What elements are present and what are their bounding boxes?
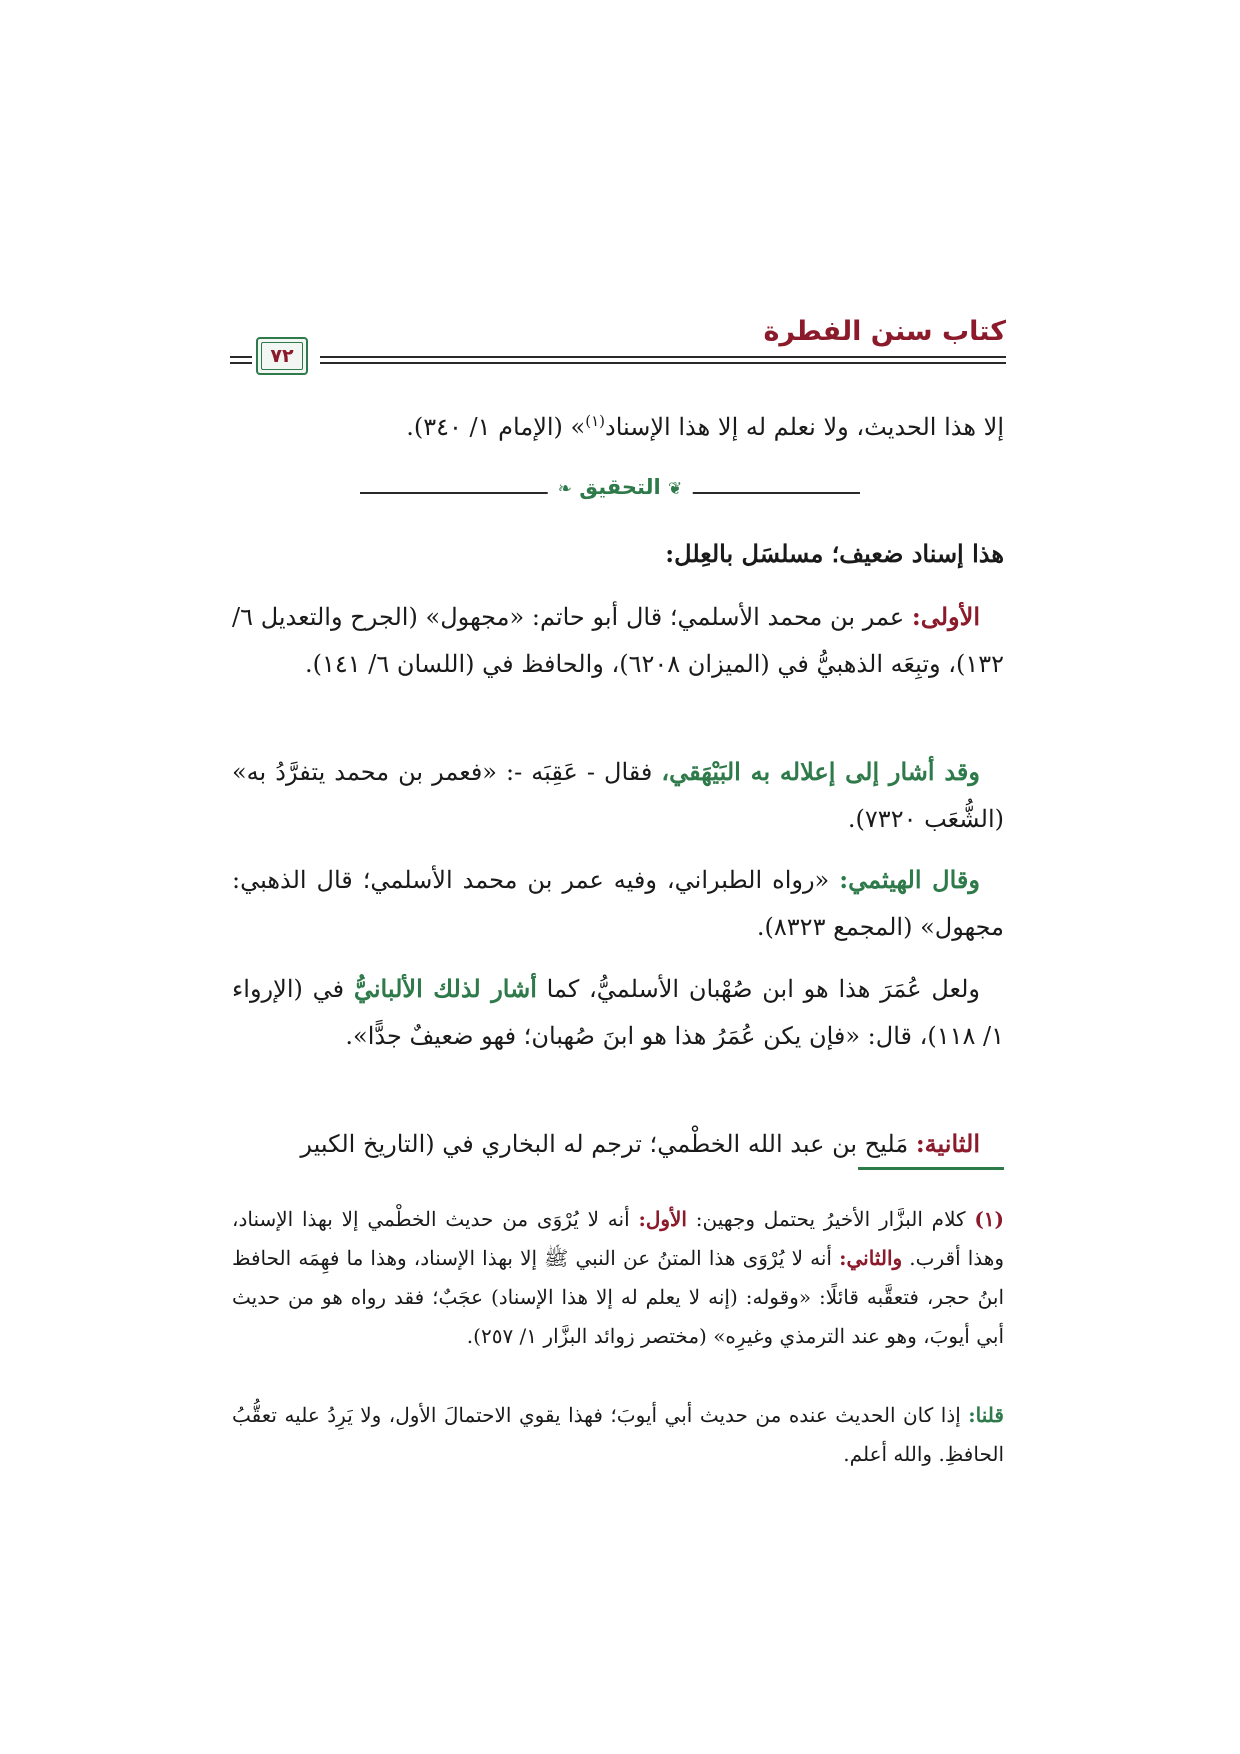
header-rule (320, 356, 1006, 358)
section-title: ❦ التحقيق ❧ (548, 475, 693, 499)
section-separator (360, 475, 880, 508)
ornament-icon: ❧ (557, 479, 572, 499)
footnote-label-second: والثاني: (839, 1246, 903, 1270)
label-bayhaqi: وقد أشار إلى إعلاله به البَيْهَقي، (661, 757, 980, 786)
paragraph-albani: ولعل عُمَرَ هذا هو ابن صُهْبان الأسلميُّ، كما أشار لذلك الألبانيُّ في (الإرواء ١/ ١١٨)، قال: «فإن يكن عُمَرُ هذا هو ابنَ صُهبان؛ فهو ضعيفٌ جدًّا». (232, 974, 1004, 1050)
intro-line: إلا هذا الحديث، ولا نعلم له إلا هذا الإسناد$^{(١)}$» (الإمام ١/ ٣٤٠). (406, 412, 1004, 441)
footnote-2: قلنا: إذا كان الحديث عنده من حديث أبي أيوبَ؛ فهذا يقوي الاحتمالَ الأول، ولا يَرِدُ عليه تعقُّبُ الحافظِ. والله أعلم. (232, 1403, 1004, 1466)
paragraph-second-defect: الثانية: مَليح بن عبد الله الخطْمي؛ ترجم له البخاري في (التاريخ الكبير (300, 1129, 980, 1158)
page-header (230, 316, 1006, 380)
label-haythami: وقال الهيثمي: (839, 865, 980, 894)
label-first: الأولى: (911, 602, 980, 631)
label-second: الثانية: (915, 1129, 980, 1158)
header-rule-left-lower (230, 362, 252, 364)
paragraph-bayhaqi: وقد أشار إلى إعلاله به البَيْهَقي، فقال - عَقِبَه -: «فعمر بن محمد يتفرَّدُ به» (الشُّعَب ٧٣٢٠). (232, 757, 1004, 833)
ornament-icon: ❦ (668, 479, 683, 499)
footnote-1: (١) كلام البزَّار الأخيرُ يحتمل وجهين: الأول: أنه لا يُرْوَى من حديث الخطْمي إلا بهذا الإسناد، وهذا أقرب. والثاني: أنه لا يُرْوَى هذا المتنُ عن النبي ﷺ إلا بهذا الإسناد، وهذا ما فهِمَه الحافظ ابنُ حجر، فتعقَّبه قائلًا: «وقوله: (إنه لا يعلم له إلا هذا الإسناد) عجَبٌ؛ فقد رواه هو من حديث أبي أيوبَ، وهو عند الترمذي وغيرِه» (مختصر زوائد البزَّار ١/ ٢٥٧). (232, 1207, 1005, 1348)
paragraph-haythami: وقال الهيثمي: «رواه الطبراني، وفيه عمر بن محمد الأسلمي؛ قال الذهبي: مجهول» (المجمع ٨٣٢٣). (232, 865, 1004, 941)
header-rule-lower (320, 362, 1006, 364)
paragraph-first-defect: الأولى: عمر بن محمد الأسلمي؛ قال أبو حاتم: «مجهول» (الجرح والتعديل ٦/ ١٣٢)، وتبِعَه الذهبيُّ في (الميزان ٦٢٠٨)، والحافظ في (اللسان ٦/ ١٤١). (232, 602, 1004, 678)
book-title: كتاب سنن الفطرة (763, 316, 1006, 347)
footnote-ref[interactable]: (١) (585, 412, 605, 430)
footnote-label-qulna: قلنا: (968, 1403, 1004, 1427)
header-rule-left (230, 356, 252, 358)
footnote-rule (858, 1167, 1004, 1170)
page-number: ٧٢ (270, 345, 294, 367)
label-albani: أشار لذلك الألبانيُّ (353, 974, 537, 1003)
page-number-badge (256, 337, 308, 375)
verdict-line: هذا إسناد ضعيف؛ مسلسَل بالعِلل: (665, 539, 1004, 568)
footnote-number: (١) (974, 1207, 1004, 1231)
footnote-label-first: الأول: (638, 1207, 687, 1231)
